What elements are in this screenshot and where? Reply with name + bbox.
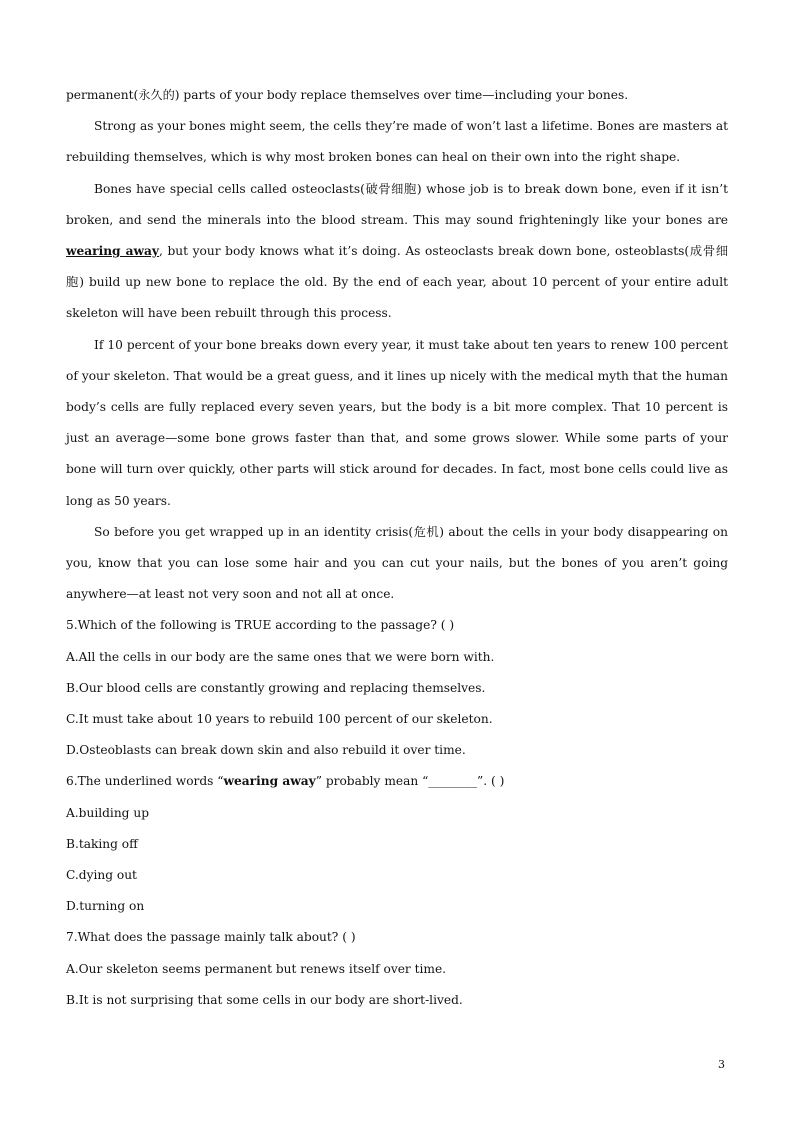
paragraph-2-after: , but your body knows what it’s doing. As osteoclasts break down bone, osteoblasts(成骨细胞) build up new bone to replace the old. By the end of each year, about 10 percent of your entire adult skeleton will have been rebuilt through this process.	[66, 244, 729, 321]
question-6-option-a: A.building up	[66, 805, 149, 820]
question-6-stem-after: ” probably mean “________”. ( )	[315, 774, 505, 789]
question-7-option-b: B.It is not surprising that some cells in our body are short-lived.	[66, 992, 463, 1007]
question-6-stem	[66, 766, 728, 797]
question-5-option-c: C.It must take about 10 years to rebuild 100 percent of our skeleton.	[66, 712, 493, 727]
underlined-phrase: wearing away	[66, 244, 159, 259]
page-number: 3	[718, 1058, 725, 1071]
question-5-stem: 5.Which of the following is TRUE according to the passage? ( )	[66, 618, 455, 633]
paragraph-2-before: Bones have special cells called osteoclasts(破骨细胞) whose job is to break down bone, even if it isn’t broken, and send the minerals into the blood stream. This may sound frighteningly like your bones are	[66, 181, 728, 227]
question-7-option-a: A.Our skeleton seems permanent but renews itself over time.	[66, 961, 447, 976]
document-page	[66, 80, 728, 1016]
paragraph-4: So before you get wrapped up in an identity crisis(危机) about the cells in your body disappearing on you, know that you can lose some hair and you can cut your nails, but the bones of you aren’t going anywhere—at least not very soon and not all at once.	[66, 524, 728, 602]
question-6-option-d: D.turning on	[66, 899, 145, 914]
question-6-option-c: C.dying out	[66, 868, 137, 883]
question-5-option-d: D.Osteoblasts can break down skin and also rebuild it over time.	[66, 743, 466, 758]
paragraph-1: Strong as your bones might seem, the cells they’re made of won’t last a lifetime. Bones are masters at rebuilding themselves, which is why most broken bones can heal on their own into the right shape.	[66, 119, 728, 165]
question-5-option-a: A.All the cells in our body are the same ones that we were born with.	[66, 649, 495, 664]
question-6-stem-before: 6.The underlined words “	[66, 774, 224, 789]
question-6-option-b: B.taking off	[66, 836, 138, 851]
question-5-option-b: B.Our blood cells are constantly growing and replacing themselves.	[66, 680, 486, 695]
question-6-bold-phrase: wearing away	[223, 774, 316, 789]
question-7-stem: 7.What does the passage mainly talk about? ( )	[66, 930, 356, 945]
paragraph-0: permanent(永久的) parts of your body replace themselves over time—including your bones.	[66, 88, 629, 102]
paragraph-2	[66, 174, 728, 330]
paragraph-3: If 10 percent of your bone breaks down every year, it must take about ten years to renew 100 percent of your skeleton. That would be a great guess, and it lines up nicely with the medical myth that the human body’s cells are fully replaced every seven years, but the body is a bit more complex. That 10 percent is just an average—some bone grows faster than that, and some grows slower. While some parts of your bone will turn over quickly, other parts will stick around for decades. In fact, most bone cells could live as long as 50 years.	[66, 337, 728, 508]
